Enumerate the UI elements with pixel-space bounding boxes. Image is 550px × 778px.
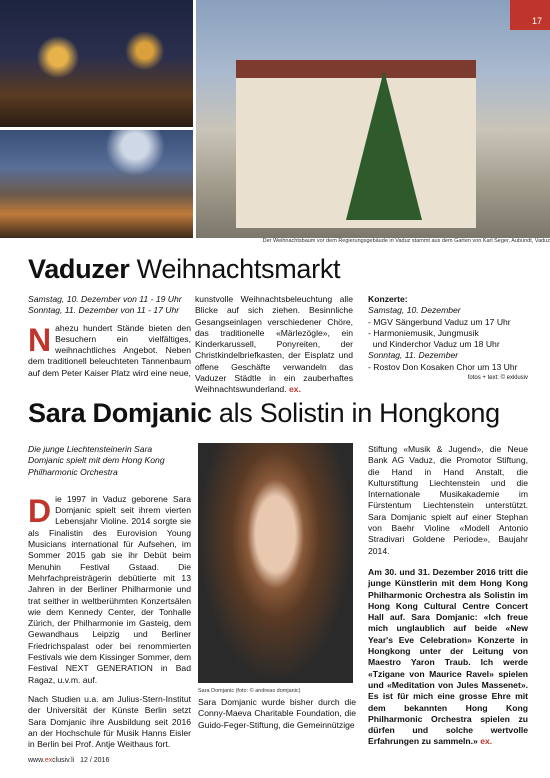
christmas-tree-night-photo bbox=[0, 0, 193, 127]
end-mark: ex. bbox=[288, 384, 301, 395]
government-building-photo bbox=[196, 0, 550, 238]
article2-text3b-body: Am 30. und 31. Dezember 2016 tritt die junge Künstlerin mit dem Hong Kong Philharmonic Orchestra als Solistin im Hong Kong Cultural Centre Concert Hall auf. Sara Domjanic: «Ich freue mich unglaublich auf beide «New Year's Eve Celebration» Konzerte in Hongkong unter der Leitung von Maestro Yaron Traub. Ich werde «Tzigane von Maurice Ravel» spielen und «Meditation von Jules Massenet». Es ist für mich eine grosse Ehre mit dem bekannten Hong Kong Philharmonic Orchestra spielen zu dürfen und solche wertvolle Erfahrungen zu sammeln.» bbox=[368, 566, 528, 747]
concerts-box bbox=[368, 294, 528, 384]
concert-item: - MGV Sängerbund Vaduz um 17 Uhr bbox=[368, 316, 511, 327]
article2-col1 bbox=[28, 444, 191, 750]
article2-col2 bbox=[198, 697, 356, 731]
concert-item: - Rostov Don Kosaken Chor um 13 Uhr bbox=[368, 361, 518, 372]
subhead: Die junge Liechtensteinerin Sara Domjanic spielt mit dem Hong Kong Philharmonic Orchestra bbox=[28, 444, 165, 477]
article1-text2: kunstvolle Weihnachtsbeleuchtung alle Blicke auf sich ziehen. Besinnliche Gesangseinlagen verschiedener Chöre, das traditionelle «Märlezögle», ein Kinderkarussell, Ponyreiten, der Christkindelbriefkasten, der Eisplatz und offene Geschäfte verwandeln das Vaduzer Städtle in ein zauberhaftes Weihnachtswunderland. bbox=[195, 294, 353, 395]
article2-headline bbox=[28, 398, 500, 429]
drop-cap: N bbox=[28, 321, 52, 358]
portrait-caption: Sara Domjanic (foto: © andreas domjanic) bbox=[198, 688, 301, 694]
footer-site-pre: www. bbox=[28, 757, 45, 764]
credit: fotos + text: © exklusiv bbox=[467, 375, 528, 382]
article2-text3a: Stiftung «Musik & Jugend», die Neue Bank AG Vaduz, die Promotor Stiftung, die Hand in Hand Anstalt, die Kulturstiftung Liechtenstein und die Internationale Musikakademie im Fürstentum Liechtenstein unterstützt. Sara Domjanic spielt auf einer Stephan von Baehr Violine «Modell Antonio Stradivari Goldene Periode», Baujahr 2014. bbox=[368, 444, 528, 556]
headline-light: Weihnachtsmarkt bbox=[136, 254, 341, 284]
article1-headline bbox=[28, 254, 340, 285]
date-line: Samstag, 10. Dezember von 11 - 19 Uhr bbox=[28, 294, 182, 304]
end-mark: ex. bbox=[480, 736, 493, 747]
article2-text3b bbox=[368, 567, 528, 748]
concert-item: - Harmoniemusik, Jungmusik bbox=[368, 327, 479, 338]
footer-site-ex: ex bbox=[44, 757, 53, 764]
headline-bold: Sara Domjanic bbox=[28, 398, 212, 428]
christmas-market-night-photo bbox=[0, 130, 193, 238]
headline-light: als Solistin in Hongkong bbox=[218, 398, 500, 428]
article2-text1b: Nach Studien u.a. am Julius-Stern-Institut der Universität der Künste Berlin setzt Sara Domjanic ihre Ausbildung seit 2016 an der Hochschule für Musik Hanns Eisler in Berlin bei Prof. Antje Weithaus fort. bbox=[28, 693, 191, 750]
article2-text1a: ie 1997 in Vaduz geborene Sara Domjanic spielt seit ihrem vierten Lebensjahr Violine. 2014 sorgte sie als Finalistin des Eurovision Young Musicians international für Aufsehen, im Sommer 2015 gab sie ihr Debüt beim Menuhin Festival Gstaad. Die Mehrfachpreisträgerin debütierte mit 13 Jahren in der Berliner Philharmonie und trat seither in weltberühmten Konzertsälen wie dem Kennedy Center, der Tonhalle Zürich, der Philharmonie im Gasteig, dem Gewandhaus Leipzig und Berliner Friedrichspalast oder bei renommierten Festivals wie dem Kissinger Sommer, dem Festival NEXT GENERATION in Bad Ragaz, u.v.m. auf. bbox=[28, 493, 191, 685]
drop-cap: D bbox=[28, 492, 52, 529]
concert-item: und Kinderchor Vaduz um 18 Uhr bbox=[368, 339, 500, 350]
concert-day: Samstag, 10. Dezember bbox=[368, 305, 461, 316]
article2-col3 bbox=[368, 444, 528, 748]
headline-bold: Vaduzer bbox=[28, 254, 130, 284]
footer-site-post: clusiv.li bbox=[52, 757, 75, 764]
concerts-title: Konzerte: bbox=[368, 294, 408, 304]
article1-text1: ahezu hundert Stände bieten den Besuchern ein vielfältiges, weihnachtliches Angebot. Neben dem traditionell beleuchteten Tannenbaum auf dem Peter Kaiser Platz wird eine neue, bbox=[28, 322, 191, 378]
footer bbox=[28, 757, 109, 764]
christmas-tree-shape bbox=[346, 70, 422, 220]
article1-col2 bbox=[195, 294, 353, 396]
photo-caption: Der Weihnachtsbaum vor dem Regierungsgebäude in Vaduz stammt aus dem Garten von Karl Seger, Aubündt, Vaduz bbox=[262, 238, 550, 244]
portrait-photo bbox=[198, 443, 353, 683]
footer-issue: 12 / 2016 bbox=[80, 757, 110, 764]
date-line: Sonntag, 11. Dezember von 11 - 17 Uhr bbox=[28, 305, 180, 316]
concert-day: Sonntag, 11. Dezember bbox=[368, 350, 459, 361]
page-number: 17 bbox=[510, 0, 550, 30]
article2-text2: Sara Domjanic wurde bisher durch die Conny-Maeva Charitable Foundation, die Guido-Feger-Stiftung, die Gemeinnützige bbox=[198, 697, 356, 730]
article1-col1 bbox=[28, 294, 191, 379]
